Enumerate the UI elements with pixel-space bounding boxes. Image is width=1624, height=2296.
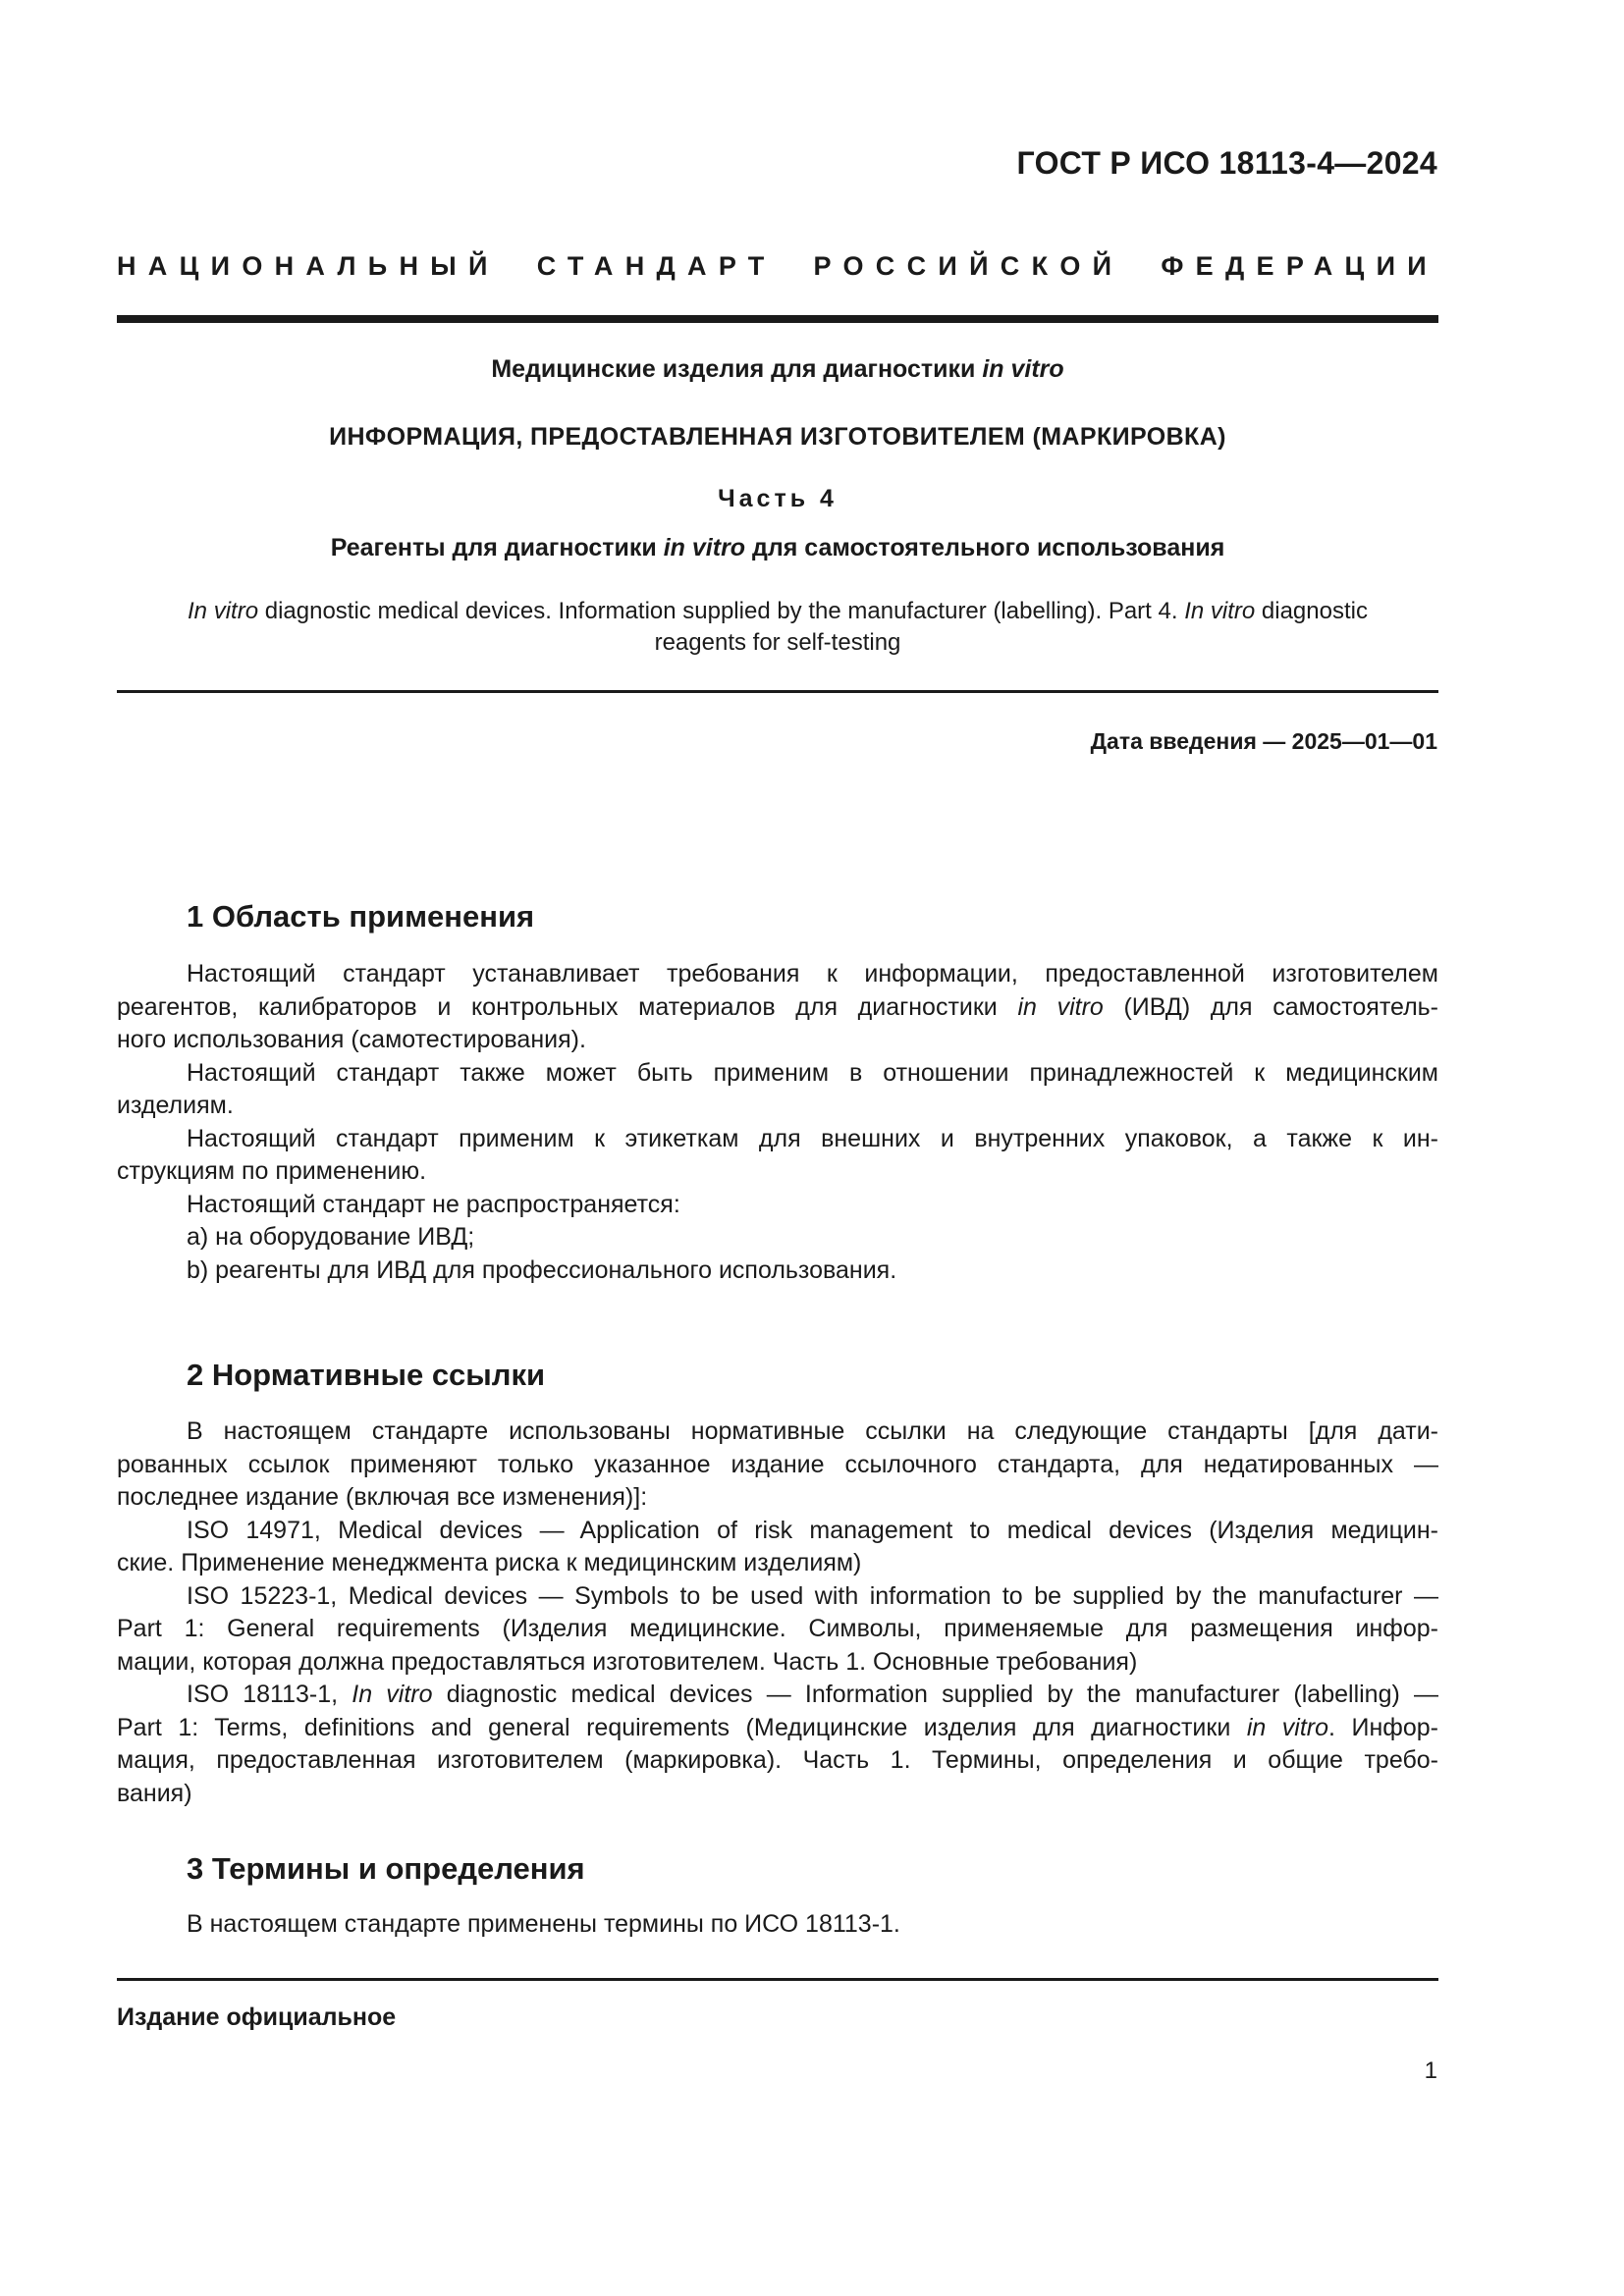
section-1-heading: 1 Область применения xyxy=(187,899,535,934)
reference-item: ISO 15223-1, Medical devices — Symbols to be used with information to be supplied by the manufacturer — xyxy=(187,1581,1438,1610)
paragraph: Настоящий стандарт также может быть применим в отношении принадлежностей к медицинским xyxy=(187,1058,1438,1087)
section-3-heading: 3 Термины и определения xyxy=(187,1851,585,1886)
paragraph: Настоящий стандарт применим к этикеткам для внешних и внутренних упаковок, а также к ин- xyxy=(187,1124,1438,1152)
english-title-line-1: In vitro diagnostic medical devices. Information supplied by the manufacturer (labelling). Part 4. In vitro diagnostic xyxy=(188,598,1368,624)
paragraph: Настоящий стандарт не распространяется: xyxy=(187,1190,680,1218)
reference-item: ISO 18113-1, In vitro diagnostic medical devices — Information supplied by the manufacturer (labelling) — xyxy=(187,1681,1438,1708)
paragraph-line: мация, предоставленная изготовителем (маркировка). Часть 1. Термины, определения и общие требо- xyxy=(117,1746,1438,1774)
national-standard-banner: НАЦИОНАЛЬНЫЙ СТАНДАРТ РОССИЙСКОЙ ФЕДЕРАЦИИ xyxy=(117,251,1438,281)
paragraph-line: ного использования (самотестирования). xyxy=(117,1026,586,1053)
paragraph-line: струкциям по применению. xyxy=(117,1157,427,1185)
paragraph-line: реагентов, калибраторов и контрольных материалов для диагностики in vitro (ИВД) для самостоятель- xyxy=(117,992,1439,1021)
paragraph: В настоящем стандарте применены термины по ИСО 18113-1. xyxy=(187,1910,900,1938)
section-2-heading: 2 Нормативные ссылки xyxy=(187,1358,546,1392)
footer-divider xyxy=(117,1978,1438,1981)
official-edition-label: Издание официальное xyxy=(117,2003,397,2031)
paragraph-line: изделиям. xyxy=(117,1092,234,1119)
paragraph: В настоящем стандарте использованы нормативные ссылки на следующие стандарты [для дати- xyxy=(187,1417,1438,1445)
paragraph-line: рованных ссылок применяют только указанное издание ссылочного стандарта, для недатированных — xyxy=(117,1450,1438,1478)
english-title xyxy=(117,596,1438,659)
page-number: 1 xyxy=(1424,2057,1437,2084)
paragraph-line: последнее издание (включая все изменения)]: xyxy=(117,1483,648,1511)
reference-item: ISO 14971, Medical devices — Application of risk management to medical devices (Изделия медицин- xyxy=(187,1516,1438,1544)
paragraph-line: вания) xyxy=(117,1779,192,1807)
title-line-1: Медицинские изделия для диагностики in vitro xyxy=(491,355,1064,383)
list-item: b) реагенты для ИВД для профессионального использования. xyxy=(187,1255,897,1284)
section-2-body xyxy=(117,1415,1438,1810)
paragraph: Настоящий стандарт устанавливает требования к информации, предоставленной изготовителем xyxy=(187,960,1438,988)
section-3-body xyxy=(117,1908,1438,1942)
section-1-body xyxy=(117,958,1438,1287)
paragraph-line: ские. Применение менеджмента риска к медицинским изделиям) xyxy=(117,1549,862,1576)
list-item: а) на оборудование ИВД; xyxy=(187,1223,475,1251)
title-part: Часть 4 xyxy=(718,485,838,512)
paragraph-line: Part 1: Terms, definitions and general requirements (Медицинские изделия для диагностики in vitro. Инфор- xyxy=(117,1713,1438,1741)
paragraph-line: мации, которая должна предоставляться изготовителем. Часть 1. Основные требования) xyxy=(117,1647,1138,1676)
title-line-2: ИНФОРМАЦИЯ, ПРЕДОСТАВЛЕННАЯ ИЗГОТОВИТЕЛЕМ (МАРКИРОВКА) xyxy=(329,423,1226,451)
standard-designation: ГОСТ Р ИСО 18113-4—2024 xyxy=(1016,145,1437,181)
title-divider xyxy=(117,690,1438,693)
title-line-4: Реагенты для диагностики in vitro для самостоятельного использования xyxy=(330,534,1225,561)
paragraph-line: Part 1: General requirements (Изделия медицинские. Символы, применяемые для размещения инфор- xyxy=(117,1615,1438,1642)
header-divider xyxy=(117,315,1438,323)
introduction-date: Дата введения — 2025—01—01 xyxy=(1090,728,1437,754)
english-title-line-2: reagents for self-testing xyxy=(654,629,901,656)
